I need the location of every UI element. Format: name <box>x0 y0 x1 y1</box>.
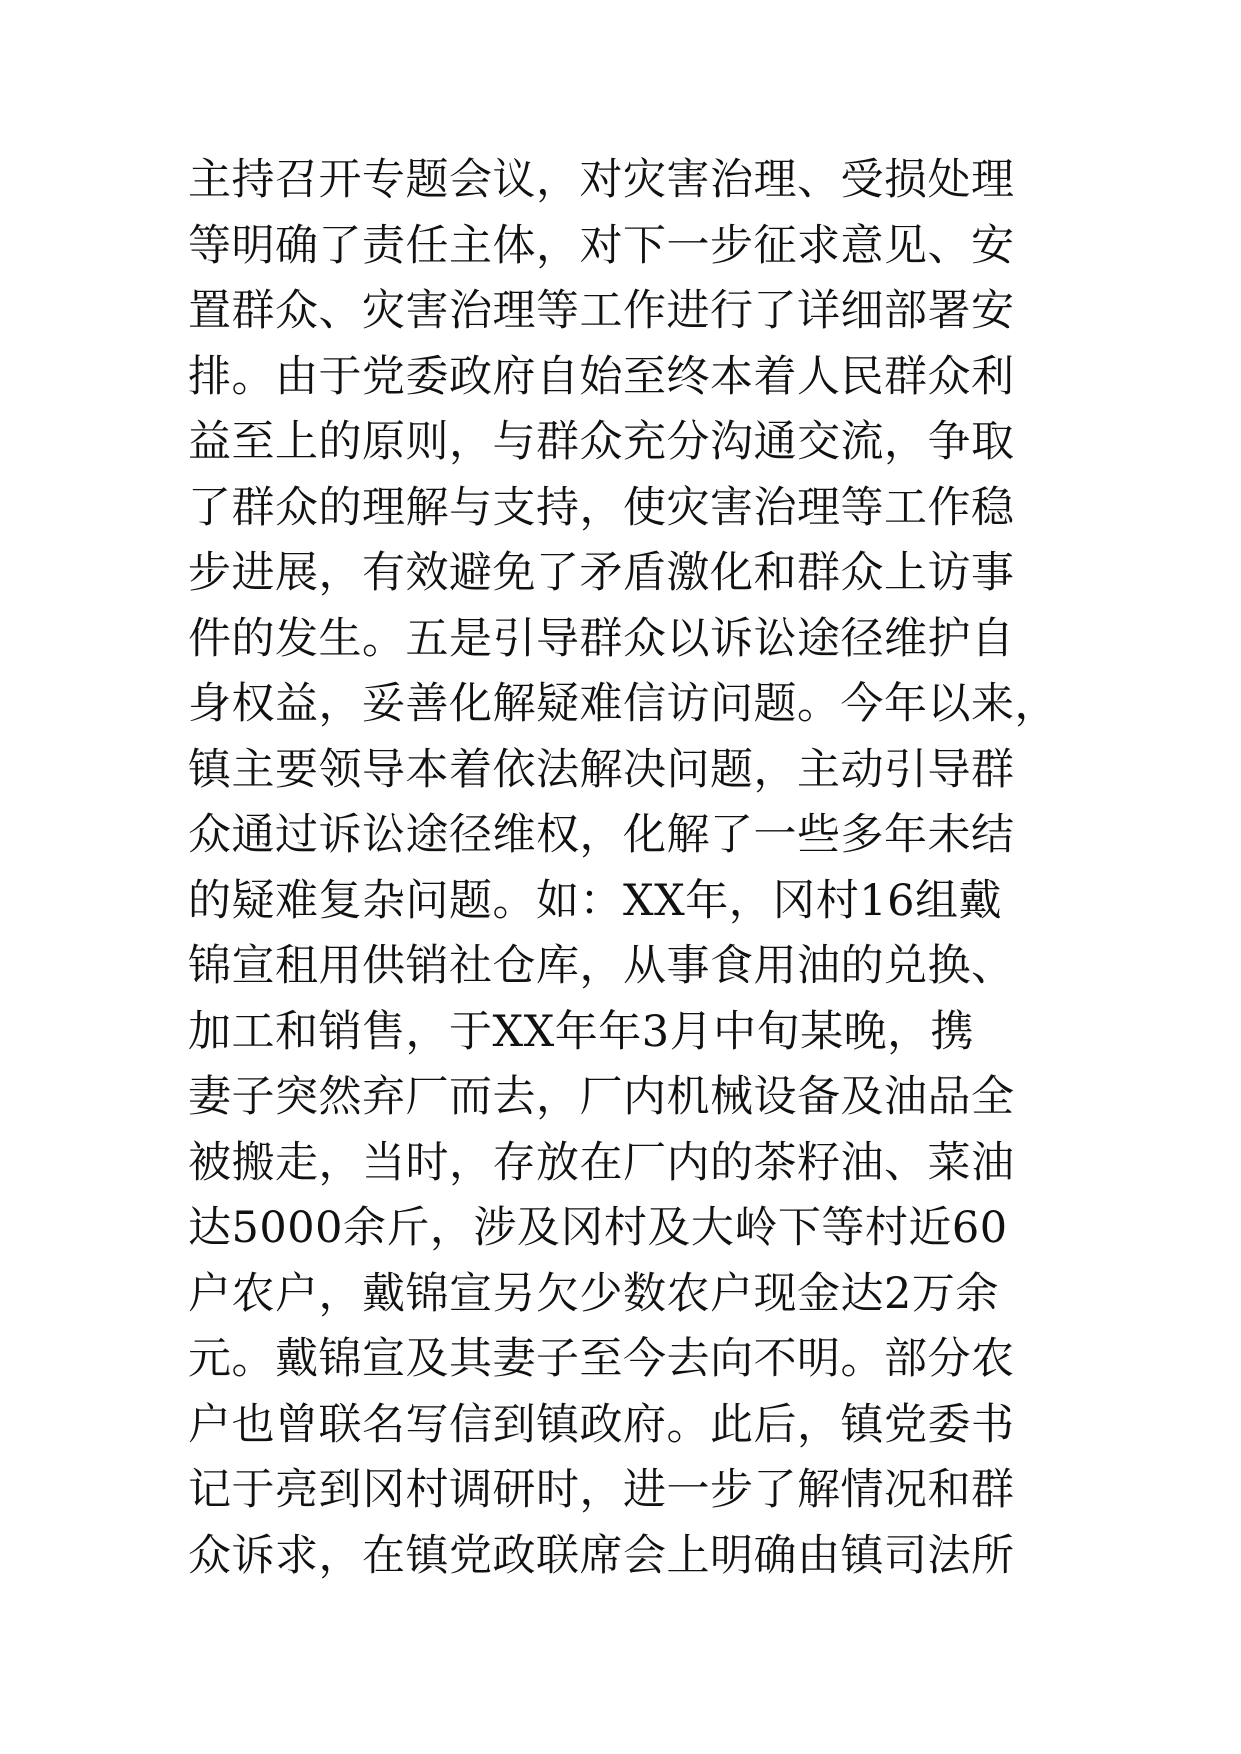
text-line: 置群众、灾害治理等工作进行了详细部署安 <box>188 286 1015 336</box>
text-line: 益至上的原则，与群众充分沟通交流，争取 <box>188 417 1015 467</box>
text-line: 达5000余斤，涉及冈村及大岭下等村近60 <box>188 1203 1008 1253</box>
text-line: 众诉求，在镇党政联席会上明确由镇司法所 <box>188 1530 1015 1581</box>
text-line: 元。戴锦宣及其妻子至今去向不明。部分农 <box>188 1334 1015 1384</box>
text-line: 被搬走，当时，存放在厂内的茶籽油、菜油 <box>188 1137 1015 1188</box>
text-line: 户也曾联名写信到镇政府。此后，镇党委书 <box>188 1399 1015 1450</box>
text-line: 了群众的理解与支持，使灾害治理等工作稳 <box>188 482 1015 533</box>
text-line: 镇主要领导本着依法解决问题，主动引导群 <box>188 744 1015 795</box>
text-line: 步进展，有效避免了矛盾激化和群众上访事 <box>188 548 1015 598</box>
text-line: 身权益，妥善化解疑难信访问题。今年以来， <box>188 679 1058 729</box>
text-line: 排。由于党委政府自始至终本着人民群众利 <box>188 351 1015 402</box>
text-line: 众通过诉讼途径维权，化解了一些多年未结 <box>188 810 1015 860</box>
text-line: 主持召开专题会议，对灾害治理、受损处理 <box>188 155 1015 205</box>
text-line: 等明确了责任主体，对下一步征求意见、安 <box>188 220 1015 271</box>
text-line: 锦宣租用供销社仓库，从事食用油的兑换、 <box>188 941 1015 991</box>
body-paragraph <box>188 148 1068 1589</box>
text-line: 记于亮到冈村调研时，进一步了解情况和群 <box>188 1465 1015 1515</box>
text-line: 加工和销售，于XX年年3月中旬某晚，携 <box>188 1006 975 1057</box>
text-line: 妻子突然弃厂而去，厂内机械设备及油品全 <box>188 1072 1015 1122</box>
text-line: 件的发生。五是引导群众以诉讼途径维护自 <box>188 613 1015 664</box>
text-line: 户农户，戴锦宣另欠少数农户现金达2万余 <box>188 1268 999 1319</box>
text-line: 的疑难复杂问题。如：XX年，冈村16组戴 <box>188 875 1002 926</box>
